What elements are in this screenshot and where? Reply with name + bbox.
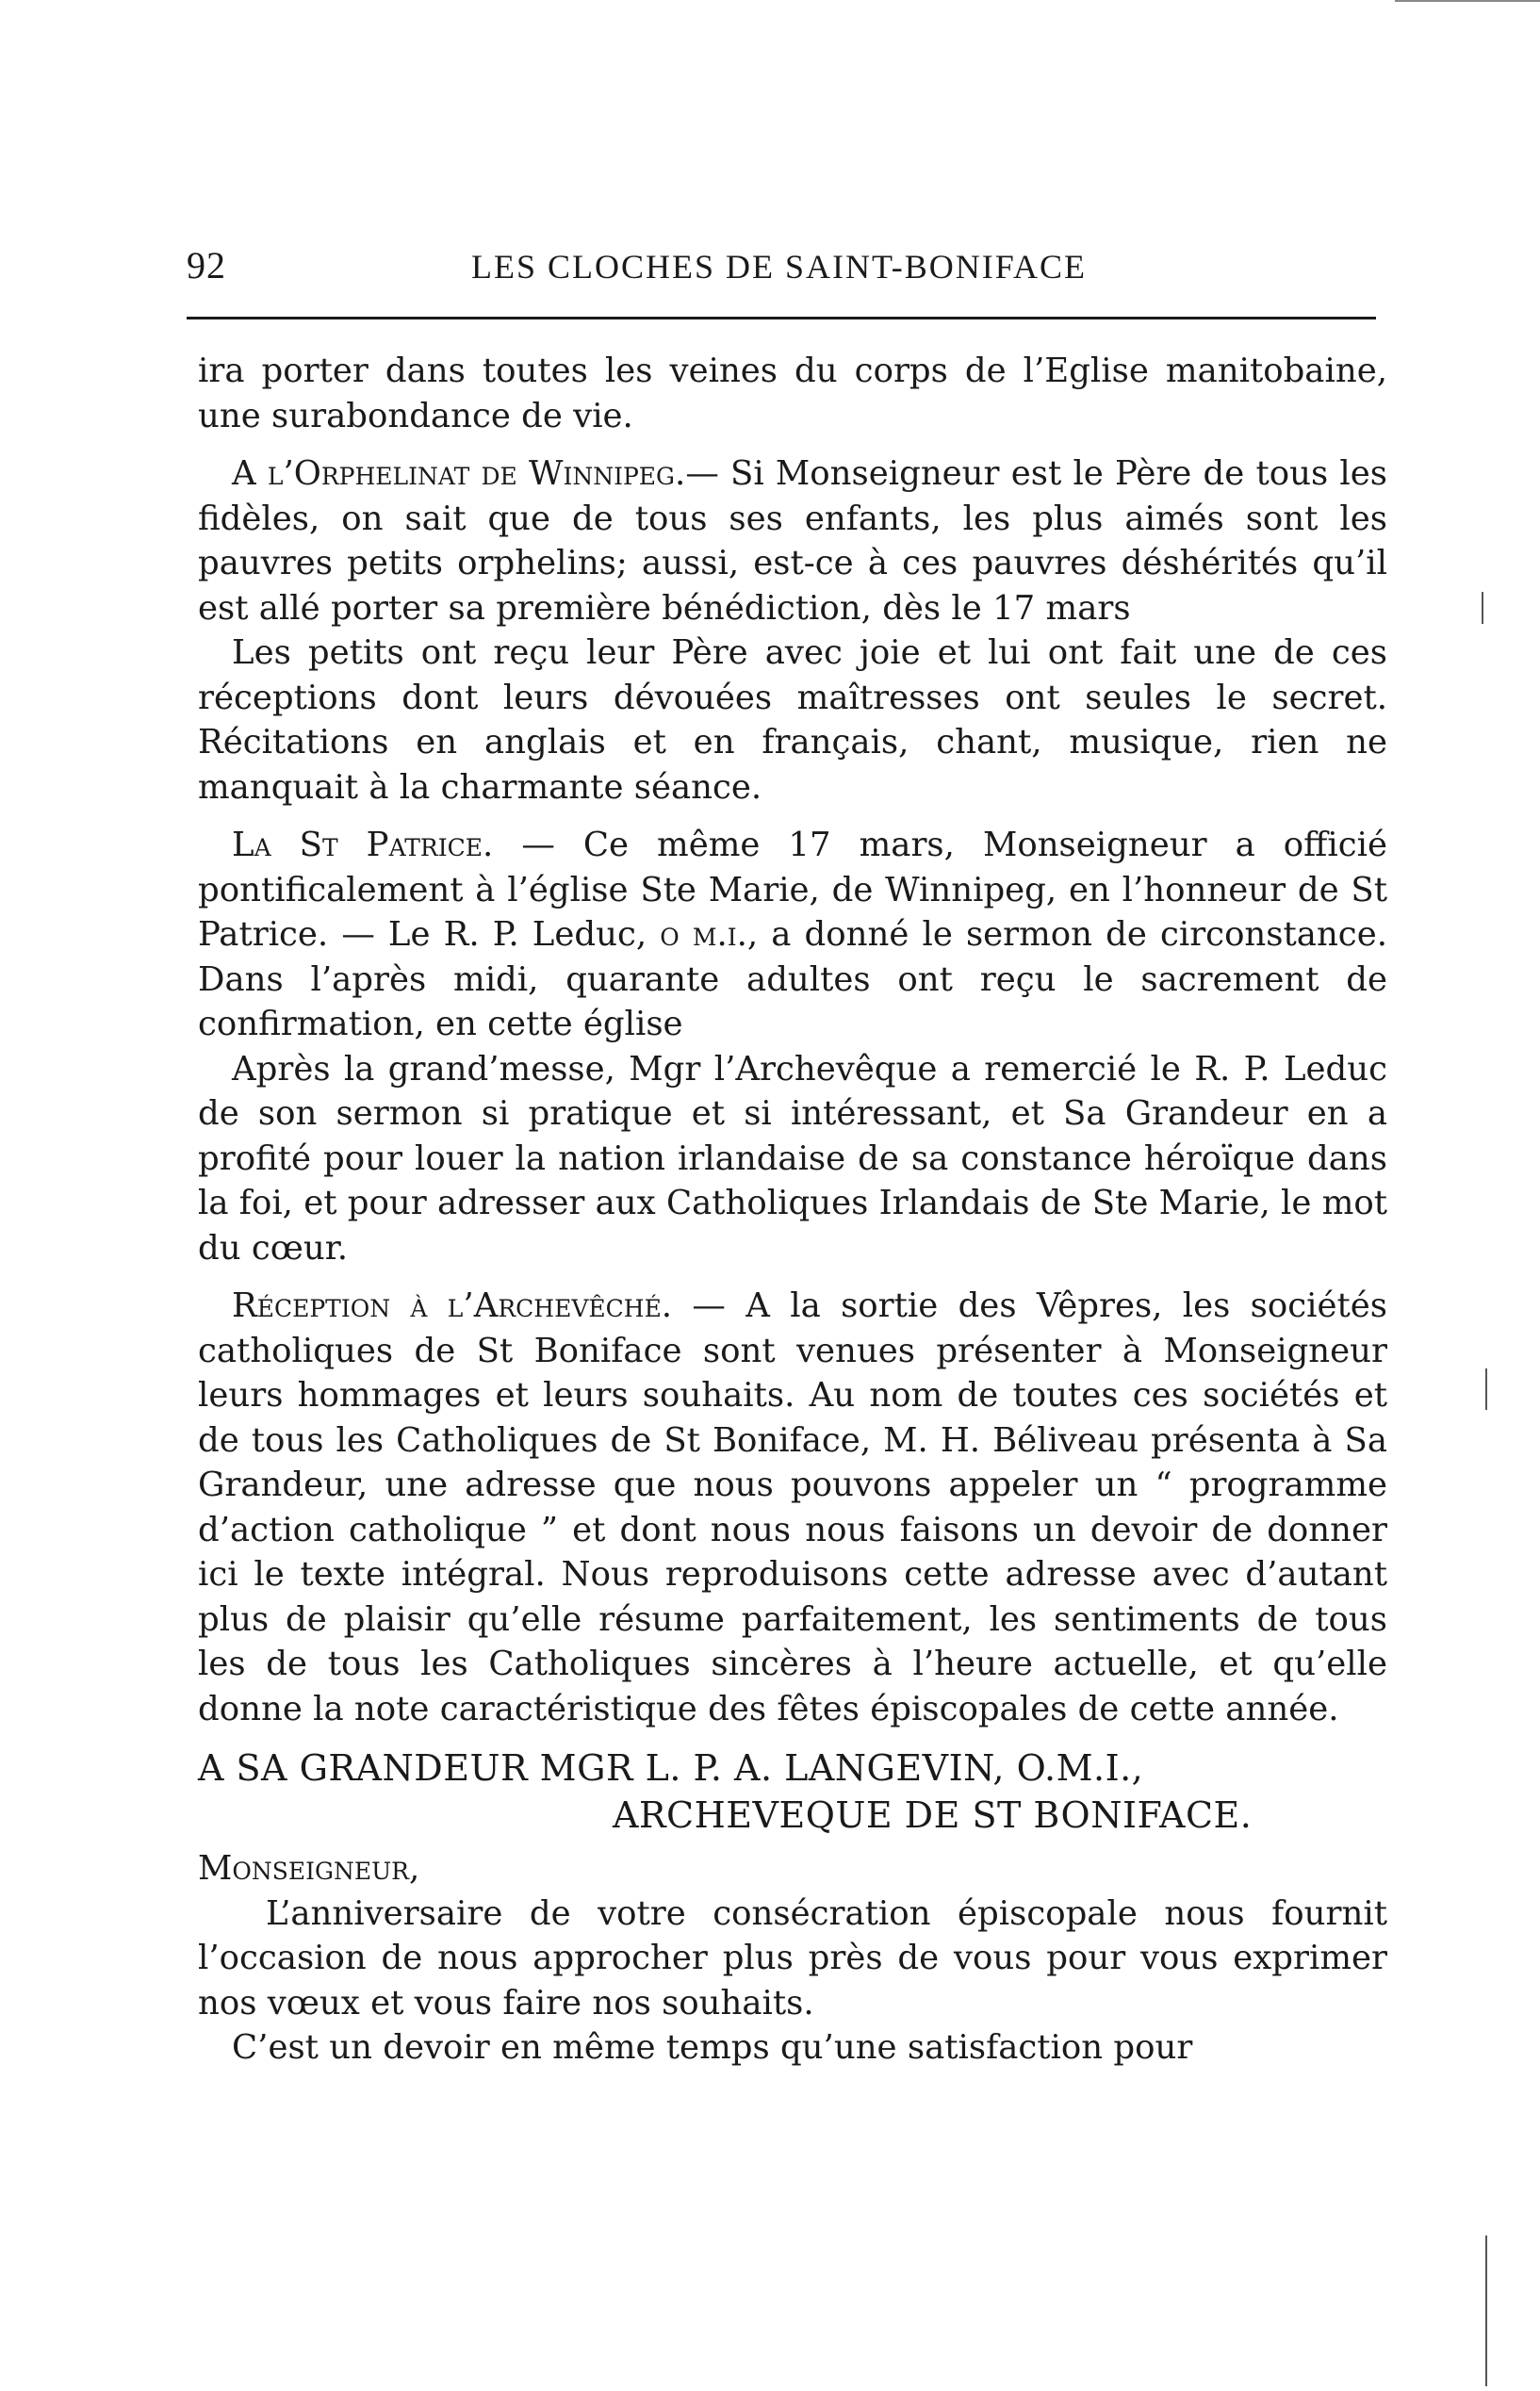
- salutation: Monseigneur,: [198, 1849, 420, 1888]
- page-number: 92: [187, 244, 226, 287]
- paragraph-reception-orphelins: Les petits ont reçu leur Père avec joie et lui ont fait une de ces réceptions dont leurs dévouées maîtresses ont seules le secret. Récitations en anglais et en français, chant, musique, rien ne manquait à la charmante séance.: [198, 633, 1387, 807]
- address-title: [198, 1744, 1387, 1839]
- paragraph-orphelinat: [198, 451, 1387, 631]
- body-text: [198, 349, 1387, 2071]
- address-paragraph-2: C’est un devoir en même temps qu’une satisfaction pour: [232, 2028, 1193, 2067]
- paragraph-orphelinat-text: — Si Monseigneur est le Père de tous les fidèles, on sait que de tous ses enfants, les plus aimés sont les pauvres petits orphelins; aussi, est-ce à ces pauvres déshérités qu’il est allé porter sa première bénédiction, dès le 17 mars: [198, 454, 1388, 628]
- paragraph-grand-messe: Après la grand’messe, Mgr l’Archevêque a remercié le R. P. Leduc de son sermon si pratique et si intéressant, et Sa Grandeur en a profité pour louer la nation irlandaise de sa constance héroïque dans la foi, et pour adresser aux Catholiques Irlandais de Ste Marie, le mot du cœur.: [198, 1049, 1387, 1268]
- section-heading-archeveche: Réception à l’Archevêché.: [232, 1286, 673, 1325]
- paragraph-st-patrice: [198, 823, 1387, 1047]
- address-paragraph-1: L’anniversaire de votre consécration épiscopale nous fournit l’occasion de nous approcher plus près de vous pour vous exprimer nos vœux et vous faire nos souhaits.: [198, 1893, 1387, 2023]
- section-heading-st-patrice: La St Patrice.: [232, 826, 494, 864]
- running-head: [187, 243, 1387, 296]
- scan-edge-mark: [1485, 1368, 1487, 1410]
- paragraph-continuation: ira porter dans toutes les veines du corps de l’Eglise manitobaine, une surabondance de vie.: [198, 352, 1387, 435]
- section-heading-orphelinat: A l’Orphelinat de Winnipeg.: [232, 454, 686, 493]
- scan-edge-mark: [1482, 592, 1483, 624]
- address-title-line-1: A SA GRANDEUR MGR L. P. A. LANGEVIN, O.M.I.,: [198, 1747, 1144, 1789]
- book-page: [187, 243, 1388, 2067]
- paragraph-archeveche-text: — A la sortie des Vêpres, les sociétés catholiques de St Boniface sont venues présenter à Monseigneur leurs hommages et leurs souhaits. Au nom de toutes ces sociétés et de tous les Catholiques de St Boniface, M. H. Béliveau présenta à Sa Grandeur, une adresse que nous pouvons appeler un “ programme d’action catholique ” et dont nous nous faisons un devoir de donner ici le texte intégral. Nous reproduisons cette adresse avec d’autant plus de plaisir qu’elle résume parfaitement, les sentiments de tous les de tous les Catholiques sincères à l’heure actuelle, et qu’elle donne la note caractéristique des fêtes épiscopales de cette année.: [198, 1286, 1388, 1728]
- paragraph-archeveche: [198, 1284, 1387, 1731]
- header-rule: [187, 317, 1376, 319]
- paragraph-st-patrice-text-a: — Ce même 17 mars, Monseigneur a officié pontificalement à l’église Ste Marie, de Winnipeg, en l’honneur de St Patrice. — Le R. P. Leduc,: [198, 826, 1387, 954]
- scan-edge-mark-top: [1395, 0, 1540, 2]
- paragraph-st-patrice-text-b: , a donné le sermon de circonstance. Dans l’après midi, quarante adultes ont reçu le sacrement de confirmation, en cette église: [198, 915, 1387, 1043]
- address-title-line-2: ARCHEVEQUE DE ST BONIFACE.: [613, 1794, 1253, 1836]
- scan-edge-mark: [1485, 2235, 1487, 2386]
- omi-abbreviation: o m.i.: [660, 915, 747, 954]
- running-title: LES CLOCHES DE SAINT-BONIFACE: [471, 248, 1088, 286]
